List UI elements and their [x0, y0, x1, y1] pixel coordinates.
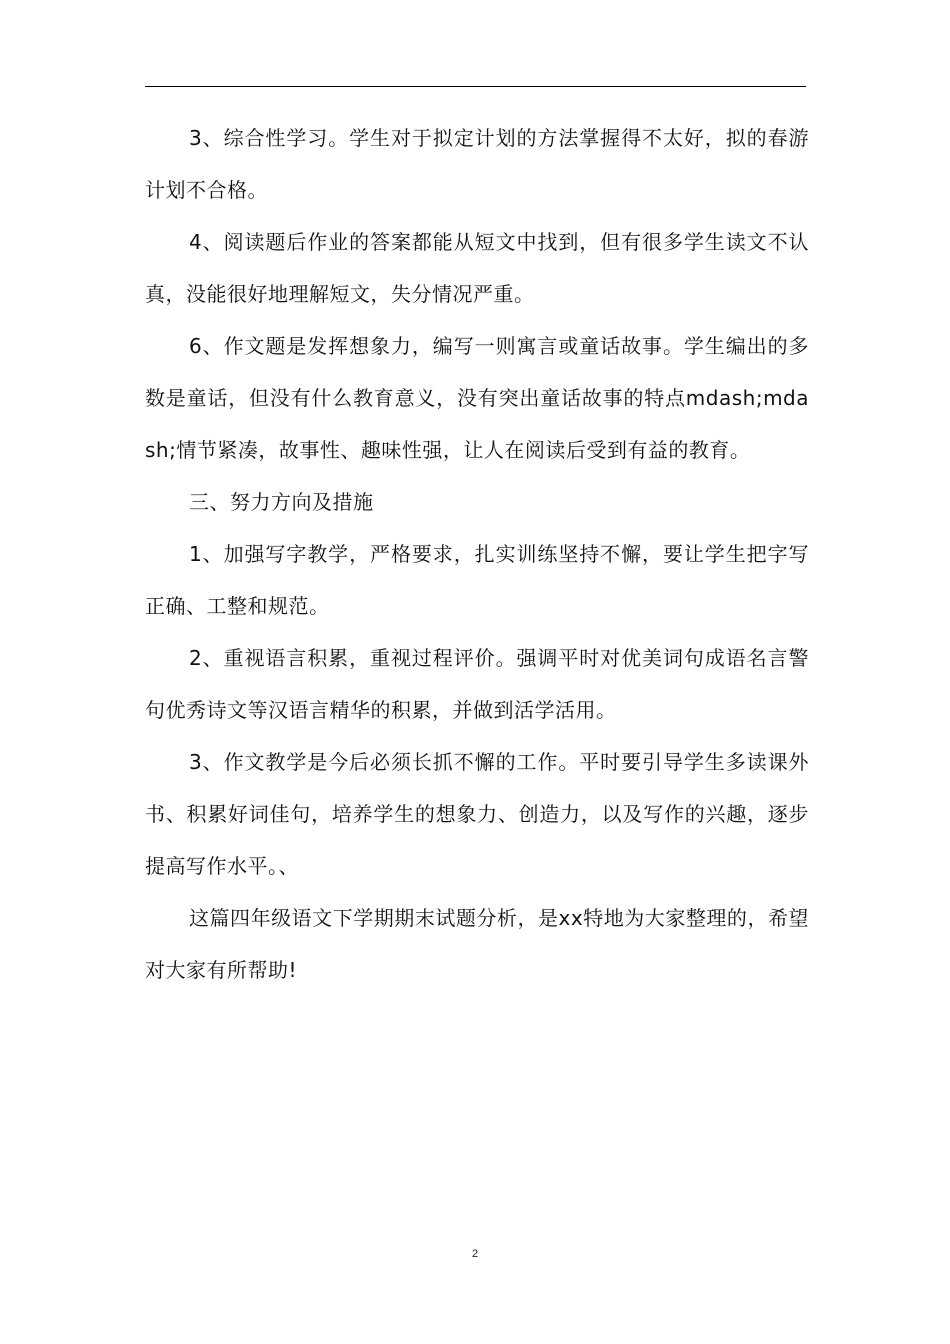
paragraph-language-accumulation: 2、重视语言积累，重视过程评价。强调平时对优美词句成语名言警句优秀诗文等汉语言精华的积累，并做到活学活用。 — [145, 646, 809, 722]
paragraph-integrated-learning: 3、综合性学习。学生对于拟定计划的方法掌握得不太好，拟的春游计划不合格。 — [145, 126, 809, 202]
page-number: 2 — [471, 1248, 479, 1260]
paragraph-writing-teaching: 1、加强写字教学，严格要求，扎实训练坚持不懈，要让学生把字写正确、工整和规范。 — [145, 542, 809, 618]
header-rule — [145, 86, 806, 87]
document-body — [145, 112, 809, 996]
section-heading-measures: 三、努力方向及措施 — [189, 490, 374, 514]
paragraph-composition: 6、作文题是发挥想象力，编写一则寓言或童话故事。学生编出的多数是童话，但没有什么教育意义，没有突出童话故事的特点mdash;mdash;情节紧凑，故事性、趣味性强，让人在阅读后受到有益的教育。 — [145, 334, 809, 462]
paragraph-reading: 4、阅读题后作业的答案都能从短文中找到，但有很多学生读文不认真，没能很好地理解短文，失分情况严重。 — [145, 230, 809, 306]
paragraph-closing: 这篇四年级语文下学期期末试题分析，是xx特地为大家整理的，希望对大家有所帮助! — [145, 906, 809, 982]
paragraph-composition-teaching: 3、作文教学是今后必须长抓不懈的工作。平时要引导学生多读课外书、积累好词佳句，培养学生的想象力、创造力，以及写作的兴趣，逐步提高写作水平。、 — [145, 750, 809, 878]
